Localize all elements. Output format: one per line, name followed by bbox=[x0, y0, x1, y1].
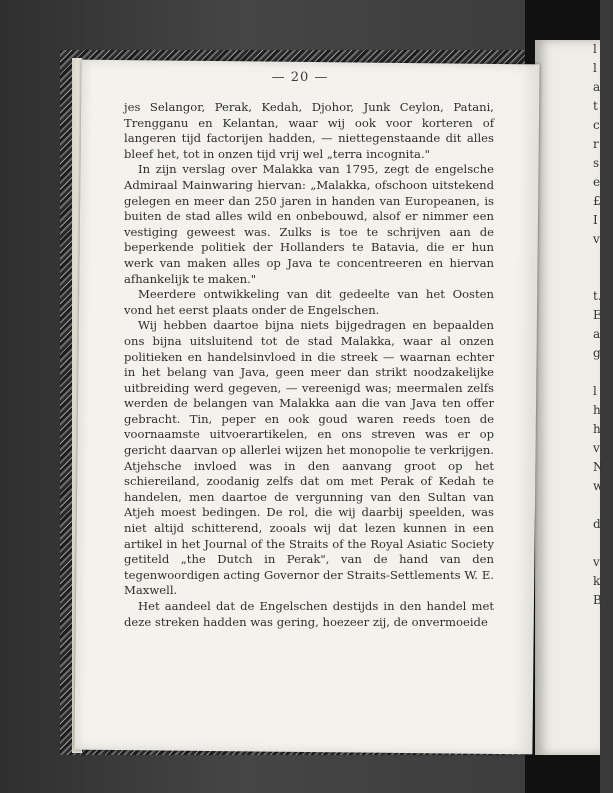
facing-page-letter: £ bbox=[593, 194, 601, 208]
body-text bbox=[124, 100, 494, 630]
paragraph: Het aandeel dat de Engelschen destijds in den handel met deze streken hadden was gering, hoezeer zij, de onvermoeide bbox=[124, 599, 494, 629]
paragraph: jes Selangor, Perak, Kedah, Djohor, Junk Ceylon, Patani, Trengganu en Kelantan, waar wij ook voor korteren of langeren tijd factorijen hadden, — niettegenstaande dit alles bleef het, tot in onzen tijd vrij wel „terra incognita." bbox=[124, 100, 494, 161]
facing-page-text-edge bbox=[593, 40, 613, 610]
facing-page-letter bbox=[593, 249, 613, 268]
facing-page-letter: d bbox=[593, 517, 601, 531]
paragraph: Meerdere ontwikkeling van dit gedeelte van het Oosten vond het eerst plaats onder de Engelschen. bbox=[124, 287, 494, 317]
facing-page-letter: N bbox=[593, 460, 604, 474]
facing-page-letter bbox=[593, 534, 613, 553]
facing-page-letter: t bbox=[593, 99, 598, 113]
facing-page-letter: k bbox=[593, 574, 601, 588]
facing-page-letter: E bbox=[593, 308, 602, 322]
facing-page-letter: h bbox=[593, 422, 601, 436]
facing-page-letter: h bbox=[593, 403, 601, 417]
facing-page-letter: c bbox=[593, 118, 600, 132]
facing-page-letter: B bbox=[593, 593, 602, 607]
facing-page-letter: l bbox=[593, 42, 597, 56]
facing-page-letter: v bbox=[593, 232, 600, 246]
facing-page-letter bbox=[593, 496, 613, 515]
facing-page-letter: e bbox=[593, 175, 601, 189]
facing-page-letter: t. bbox=[593, 289, 602, 303]
facing-page-letter: w bbox=[593, 479, 604, 493]
facing-page-letter: v bbox=[593, 441, 600, 455]
facing-page-letter: l bbox=[593, 61, 597, 75]
page-number: — 20 — bbox=[271, 70, 329, 85]
facing-page-letter: r bbox=[593, 137, 599, 151]
facing-page-letter: a bbox=[593, 327, 601, 341]
paragraph: In zijn verslag over Malakka van 1795, zegt de engelsche Admiraal Mainwaring hiervan: „Malakka, ofschoon uitstekend gelegen en meer dan 250 jaren in handen van Europeanen, is buiten de stad alles wild en onbebouwd, alsof er nimmer een vestiging geweest was. Zulks is toe te schrijven aan de beperkende politiek der Hollanders te Batavia, die er hun werk van maken alles op Java te concentreeren en hiervan afhankelijk te maken." bbox=[124, 162, 494, 286]
facing-page-letter bbox=[593, 363, 613, 382]
facing-page-letter: g bbox=[593, 346, 601, 360]
facing-page-letter bbox=[593, 268, 613, 287]
facing-page-letter: v bbox=[593, 555, 600, 569]
paragraph: Wij hebben daartoe bijna niets bijgedragen en bepaalden ons bijna uitsluitend tot de stad Malakka, waar al onzen politieken en handelsinvloed in die streek — waarnan echter in het belang van Java, geen meer dan strikt noodzakelijke uitbreiding werd gegeven, — vereenigd was; meermalen zelfs werden de belangen van Malakka aan die van Java ten offer gebracht. Tin, peper en ook goud waren reeds toen de voornaamste uitvoerartikelen, en ons streven was er op gericht daarvan op allerlei wijzen het monopolie te verkrijgen. Atjehsche invloed was in den aanvang groot op het schiereiland, zoodanig zelfs dat om met Perak of Kedah te handelen, men daartoe de vergunning van den Sultan van Atjeh moest bedingen. De rol, die wij daarbij speelden, was niet altijd schitterend, zooals wij dat lezen kunnen in een artikel in het Journal of the Straits of the Royal Asiatic Society getiteld „the Dutch in Perak", van de hand van den tegenwoordigen acting Governor der Straits-Settlements W. E. Maxwell. bbox=[124, 318, 494, 598]
facing-page-letter: s bbox=[593, 156, 600, 170]
facing-page-letter: l bbox=[593, 384, 597, 398]
facing-page bbox=[535, 40, 604, 755]
facing-page-letter: a bbox=[593, 80, 601, 94]
facing-page-letter: I bbox=[593, 213, 598, 227]
